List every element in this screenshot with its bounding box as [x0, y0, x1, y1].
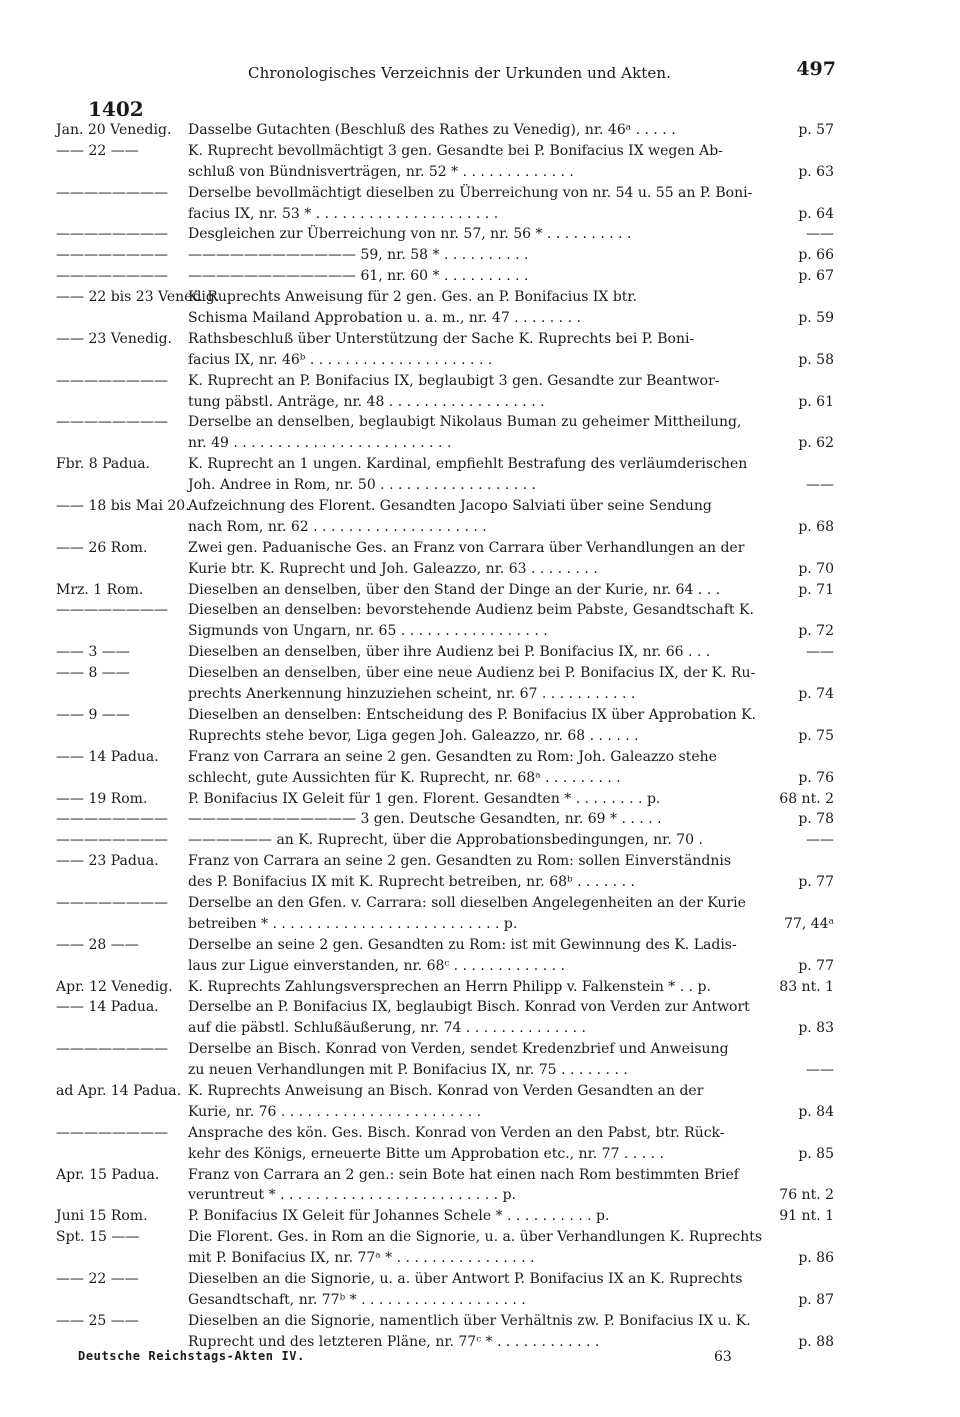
- entry-line: [56, 308, 834, 329]
- footer-series-title: Deutsche Reichstags-Akten IV.: [78, 1349, 305, 1363]
- entry-page-ref: p. 78: [798, 811, 834, 828]
- entry-text: Kurie, nr. 76 . . . . . . . . . . . . . . . . . . . . . . .: [188, 1103, 482, 1120]
- entry-date: ————————: [56, 226, 168, 243]
- entry-line: [56, 956, 834, 977]
- entry-line: [56, 1018, 834, 1039]
- entry-date: ad Apr. 14 Padua.: [56, 1082, 182, 1099]
- entry-list: [56, 120, 834, 1353]
- entry-text: ———————————— 61, nr. 60 * . . . . . . . . . .: [188, 268, 529, 285]
- entry-date: —— 14 Padua.: [56, 748, 159, 765]
- entry-page-ref: 68 nt. 2: [779, 790, 834, 807]
- entry-text: Kurie btr. K. Ruprecht und Joh. Galeazzo, nr. 63 . . . . . . . .: [188, 560, 598, 577]
- entry-line: [56, 1185, 834, 1206]
- entry-line: [56, 538, 834, 559]
- entry-date: —— 9 ——: [56, 706, 130, 723]
- entry-line: [56, 454, 834, 475]
- entry-page-ref: ——: [806, 832, 834, 849]
- entry-text: K. Ruprechts Anweisung an Bisch. Konrad von Verden Gesandten an der: [188, 1082, 704, 1099]
- entry-text: K. Ruprechts Zahlungsversprechen an Herrn Philipp v. Falkenstein * . . p.: [188, 978, 711, 995]
- entry-text: Aufzeichnung des Florent. Gesandten Jacopo Salviati über seine Sendung: [188, 498, 712, 515]
- entry-text: K. Ruprecht an P. Bonifacius IX, beglaubigt 3 gen. Gesandte zur Beantwor-: [188, 372, 720, 389]
- running-title: Chronologisches Verzeichnis der Urkunden und Akten.: [248, 64, 672, 82]
- entry-line: [56, 851, 834, 872]
- entry-line: [56, 224, 834, 245]
- entry-line: [56, 663, 834, 684]
- entry-text: Derselbe an P. Bonifacius IX, beglaubigt Bisch. Konrad von Verden zur Antwort: [188, 999, 750, 1016]
- entry-text: Schisma Mailand Approbation u. a. m., nr. 47 . . . . . . . .: [188, 310, 581, 327]
- entry-line: [56, 266, 834, 287]
- entry-text: Dieselben an denselben: Entscheidung des P. Bonifacius IX über Approbation K.: [188, 706, 756, 723]
- entry-text: betreiben * . . . . . . . . . . . . . . . . . . . . . . . . . . p.: [188, 915, 518, 932]
- entry-text: prechts Anerkennung hinzuziehen scheint, nr. 67 . . . . . . . . . . .: [188, 686, 636, 703]
- entry-line: [56, 768, 834, 789]
- entry-page-ref: p. 75: [798, 727, 834, 744]
- entry-page-ref: p. 85: [798, 1145, 834, 1162]
- entry-date: ————————: [56, 602, 168, 619]
- entry-line: [56, 1060, 834, 1081]
- page-number: 497: [796, 58, 836, 80]
- entry-line: [56, 1123, 834, 1144]
- entry-page-ref: p. 67: [798, 268, 834, 285]
- entry-line: [56, 580, 834, 601]
- entry-line: [56, 412, 834, 433]
- entry-text: kehr des Königs, erneuerte Bitte um Approbation etc., nr. 77 . . . . .: [188, 1145, 664, 1162]
- entry-text: Dasselbe Gutachten (Beschluß des Rathes zu Venedig), nr. 46ᵃ . . . . .: [188, 122, 676, 138]
- entry-page-ref: p. 57: [798, 122, 834, 138]
- entry-line: [56, 914, 834, 935]
- year-heading: 1402: [88, 97, 144, 121]
- entry-page-ref: p. 70: [798, 560, 834, 577]
- entry-date: Fbr. 8 Padua.: [56, 456, 151, 473]
- entry-page-ref: p. 77: [798, 957, 834, 974]
- entry-line: [56, 350, 834, 371]
- footer-signature-number: 63: [714, 1349, 732, 1365]
- entry-date: ————————: [56, 811, 168, 828]
- entry-date: Mrz. 1 Rom.: [56, 581, 144, 598]
- entry-text: Ruprecht und des letzteren Pläne, nr. 77ᶜ * . . . . . . . . . . . .: [188, 1333, 600, 1350]
- entry-text: zu neuen Verhandlungen mit P. Bonifacius IX, nr. 75 . . . . . . . .: [188, 1062, 628, 1079]
- entry-text: auf die päbstl. Schlußäußerung, nr. 74 . . . . . . . . . . . . . .: [188, 1020, 587, 1037]
- entry-line: [56, 475, 834, 496]
- entry-text: ———————————— 3 gen. Deutsche Gesandten, nr. 69 * . . . . .: [188, 811, 662, 828]
- entry-text: des P. Bonifacius IX mit K. Ruprecht betreiben, nr. 68ᵇ . . . . . . .: [188, 874, 635, 891]
- entry-text: Die Florent. Ges. in Rom an die Signorie, u. a. über Verhandlungen K. Ruprechts: [188, 1229, 763, 1246]
- entry-text: Dieselben an denselben: bevorstehende Audienz beim Pabste, Gesandtschaft K.: [188, 602, 754, 619]
- entry-line: [56, 726, 834, 747]
- entry-page-ref: p. 83: [798, 1020, 834, 1037]
- entry-text: nach Rom, nr. 62 . . . . . . . . . . . . . . . . . . . .: [188, 518, 487, 535]
- entry-line: [56, 789, 834, 810]
- entry-text: —————— an K. Ruprecht, über die Approbationsbedingungen, nr. 70 .: [188, 832, 703, 849]
- entry-date: Spt. 15 ——: [56, 1229, 140, 1246]
- entry-text: nr. 49 . . . . . . . . . . . . . . . . . . . . . . . . .: [188, 435, 452, 452]
- entry-text: schluß von Bündnisverträgen, nr. 52 * . . . . . . . . . . . . .: [188, 163, 574, 180]
- entry-line: [56, 183, 834, 204]
- entry-date: —— 28 ——: [56, 936, 139, 953]
- entry-page-ref: p. 63: [798, 163, 834, 180]
- entry-date: ————————: [56, 832, 168, 849]
- entry-line: [56, 204, 834, 225]
- entry-text: Dieselben an die Signorie, namentlich über Verhältnis zw. P. Bonifacius IX u. K.: [188, 1312, 751, 1329]
- entry-text: Derselbe an denselben, beglaubigt Nikolaus Buman zu geheimer Mittheilung,: [188, 414, 742, 431]
- entry-date: —— 18 bis Mai 20.: [56, 498, 190, 515]
- entry-page-ref: 77, 44ᵃ: [784, 915, 834, 932]
- entry-line: [56, 1311, 834, 1332]
- entry-page-ref: 76 nt. 2: [779, 1187, 834, 1204]
- entry-date: —— 14 Padua.: [56, 999, 159, 1016]
- entry-date: Apr. 15 Padua.: [56, 1166, 160, 1183]
- entry-text: facius IX, nr. 53 * . . . . . . . . . . . . . . . . . . . . .: [188, 205, 499, 222]
- entry-date: Apr. 12 Venedig.: [56, 978, 173, 995]
- entry-line: [56, 1290, 834, 1311]
- entry-text: Derselbe an Bisch. Konrad von Verden, sendet Kredenzbrief und Anweisung: [188, 1041, 729, 1058]
- entry-text: Ansprache des kön. Ges. Bisch. Konrad von Verden an den Pabst, btr. Rück-: [188, 1124, 725, 1141]
- entry-text: ———————————— 59, nr. 58 * . . . . . . . . . .: [188, 247, 529, 264]
- entry-date: ————————: [56, 1124, 168, 1141]
- entry-line: [56, 809, 834, 830]
- entry-date: ————————: [56, 414, 168, 431]
- entry-date: ————————: [56, 184, 168, 201]
- entry-page-ref: p. 68: [798, 518, 834, 535]
- entry-line: [56, 496, 834, 517]
- entry-date: —— 22 ——: [56, 142, 139, 159]
- entry-line: [56, 433, 834, 454]
- entry-line: [56, 559, 834, 580]
- entry-line: [56, 705, 834, 726]
- entry-page-ref: p. 72: [798, 623, 834, 640]
- entry-line: [56, 684, 834, 705]
- entry-text: tung päbstl. Anträge, nr. 48 . . . . . . . . . . . . . . . . . .: [188, 393, 545, 410]
- entry-line: [56, 642, 834, 663]
- entry-text: Sigmunds von Ungarn, nr. 65 . . . . . . . . . . . . . . . . .: [188, 623, 548, 640]
- entry-page-ref: p. 84: [798, 1103, 834, 1120]
- entry-date: —— 3 ——: [56, 644, 130, 661]
- entry-text: Joh. Andree in Rom, nr. 50 . . . . . . . . . . . . . . . . . .: [188, 477, 536, 494]
- entry-text: Derselbe an seine 2 gen. Gesandten zu Rom: ist mit Gewinnung des K. Ladis-: [188, 936, 737, 953]
- entry-line: [56, 1227, 834, 1248]
- entry-line: [56, 830, 834, 851]
- entry-text: K. Ruprechts Anweisung für 2 gen. Ges. an P. Bonifacius IX btr.: [188, 289, 638, 306]
- entry-text: Dieselben an denselben, über eine neue Audienz bei P. Bonifacius IX, der K. Ru-: [188, 665, 756, 682]
- entry-line: [56, 371, 834, 392]
- entry-line: [56, 872, 834, 893]
- entry-page-ref: p. 61: [798, 393, 834, 410]
- entry-page-ref: p. 58: [798, 351, 834, 368]
- entry-text: Desgleichen zur Überreichung von nr. 57, nr. 56 * . . . . . . . . . .: [188, 226, 632, 243]
- entry-page-ref: 83 nt. 1: [779, 978, 834, 995]
- entry-date: Jan. 20 Venedig.: [56, 122, 172, 138]
- entry-line: [56, 1248, 834, 1269]
- entry-page-ref: p. 77: [798, 874, 834, 891]
- entry-text: Franz von Carrara an seine 2 gen. Gesandten zu Rom: sollen Einverständnis: [188, 853, 732, 870]
- entry-line: [56, 1165, 834, 1186]
- entry-text: Gesandtschaft, nr. 77ᵇ * . . . . . . . . . . . . . . . . . . .: [188, 1291, 526, 1308]
- entry-text: Dieselben an die Signorie, u. a. über Antwort P. Bonifacius IX an K. Ruprechts: [188, 1270, 743, 1287]
- entry-date: —— 25 ——: [56, 1312, 139, 1329]
- entry-text: mit P. Bonifacius IX, nr. 77ᵃ * . . . . . . . . . . . . . . . .: [188, 1250, 535, 1267]
- entry-line: [56, 935, 834, 956]
- entry-text: Zwei gen. Paduanische Ges. an Franz von Carrara über Verhandlungen an der: [188, 539, 745, 556]
- entry-line: [56, 1269, 834, 1290]
- entry-line: [56, 517, 834, 538]
- entry-line: [56, 120, 834, 141]
- entry-line: [56, 392, 834, 413]
- entry-text: P. Bonifacius IX Geleit für Johannes Schele * . . . . . . . . . . p.: [188, 1208, 610, 1225]
- entry-page-ref: ——: [806, 1062, 834, 1079]
- entry-date: —— 23 Padua.: [56, 853, 159, 870]
- entry-text: K. Ruprecht an 1 ungen. Kardinal, empfiehlt Bestrafung des verläumderischen: [188, 456, 748, 473]
- entry-date: Juni 15 Rom.: [56, 1208, 148, 1225]
- entry-line: [56, 1206, 834, 1227]
- entry-text: Dieselben an denselben, über ihre Audienz bei P. Bonifacius IX, nr. 66 . . .: [188, 644, 711, 661]
- entry-text: Ruprechts stehe bevor, Liga gegen Joh. Galeazzo, nr. 68 . . . . . .: [188, 727, 639, 744]
- entry-date: ————————: [56, 268, 168, 285]
- entry-line: [56, 600, 834, 621]
- entry-line: [56, 621, 834, 642]
- entry-date: —— 19 Rom.: [56, 790, 148, 807]
- entry-text: Franz von Carrara an seine 2 gen. Gesandten zu Rom: Joh. Galeazzo stehe: [188, 748, 717, 765]
- entry-line: [56, 997, 834, 1018]
- entry-text: P. Bonifacius IX Geleit für 1 gen. Florent. Gesandten * . . . . . . . . p.: [188, 790, 661, 807]
- entry-date: —— 23 Venedig.: [56, 330, 172, 347]
- entry-text: K. Ruprecht bevollmächtigt 3 gen. Gesandte bei P. Bonifacius IX wegen Ab-: [188, 142, 723, 159]
- entry-line: [56, 245, 834, 266]
- entry-page-ref: ——: [806, 226, 834, 243]
- entry-line: [56, 141, 834, 162]
- entry-page-ref: p. 87: [798, 1291, 834, 1308]
- entry-line: [56, 747, 834, 768]
- entry-date: —— 26 Rom.: [56, 539, 148, 556]
- entry-page-ref: p. 64: [798, 205, 834, 222]
- entry-line: [56, 1144, 834, 1165]
- entry-page-ref: ——: [806, 477, 834, 494]
- entry-line: [56, 162, 834, 183]
- entry-date: —— 22 ——: [56, 1270, 139, 1287]
- entry-page-ref: p. 74: [798, 686, 834, 703]
- entry-text: Franz von Carrara an 2 gen.: sein Bote hat einen nach Rom bestimmten Brief: [188, 1166, 739, 1183]
- entry-text: veruntreut * . . . . . . . . . . . . . . . . . . . . . . . . . p.: [188, 1187, 516, 1204]
- entry-line: [56, 977, 834, 998]
- entry-page-ref: ——: [806, 644, 834, 661]
- entry-page-ref: p. 76: [798, 769, 834, 786]
- entry-date: ————————: [56, 247, 168, 264]
- entry-page-ref: p. 66: [798, 247, 834, 264]
- entry-line: [56, 893, 834, 914]
- entry-page-ref: 91 nt. 1: [779, 1208, 834, 1225]
- page-header: [0, 58, 960, 88]
- entry-page-ref: p. 86: [798, 1250, 834, 1267]
- entry-date: ————————: [56, 894, 168, 911]
- entry-line: [56, 1081, 834, 1102]
- entry-text: Rathsbeschluß über Unterstützung der Sache K. Ruprechts bei P. Boni-: [188, 330, 695, 347]
- entry-line: [56, 287, 834, 308]
- entry-date: —— 22 bis 23 Venedig.: [56, 289, 220, 306]
- entry-date: ————————: [56, 372, 168, 389]
- entry-page-ref: p. 88: [798, 1333, 834, 1350]
- entry-page-ref: p. 59: [798, 310, 834, 327]
- entry-text: facius IX, nr. 46ᵇ . . . . . . . . . . . . . . . . . . . . .: [188, 351, 493, 368]
- entry-text: Derselbe an den Gfen. v. Carrara: soll dieselben Angelegenheiten an der Kurie: [188, 894, 746, 911]
- entry-date: —— 8 ——: [56, 665, 130, 682]
- entry-line: [56, 1039, 834, 1060]
- entry-text: laus zur Ligue einverstanden, nr. 68ᶜ . . . . . . . . . . . . .: [188, 957, 565, 974]
- page-footer: [78, 1349, 738, 1373]
- entry-text: schlecht, gute Aussichten für K. Ruprecht, nr. 68ᵃ . . . . . . . . .: [188, 769, 621, 786]
- entry-line: [56, 1102, 834, 1123]
- entry-line: [56, 329, 834, 350]
- entry-page-ref: p. 71: [798, 581, 834, 598]
- entry-page-ref: p. 62: [798, 435, 834, 452]
- entry-date: ————————: [56, 1041, 168, 1058]
- entry-text: Dieselben an denselben, über den Stand der Dinge an der Kurie, nr. 64 . . .: [188, 581, 721, 598]
- entry-text: Derselbe bevollmächtigt dieselben zu Überreichung von nr. 54 u. 55 an P. Boni-: [188, 184, 753, 201]
